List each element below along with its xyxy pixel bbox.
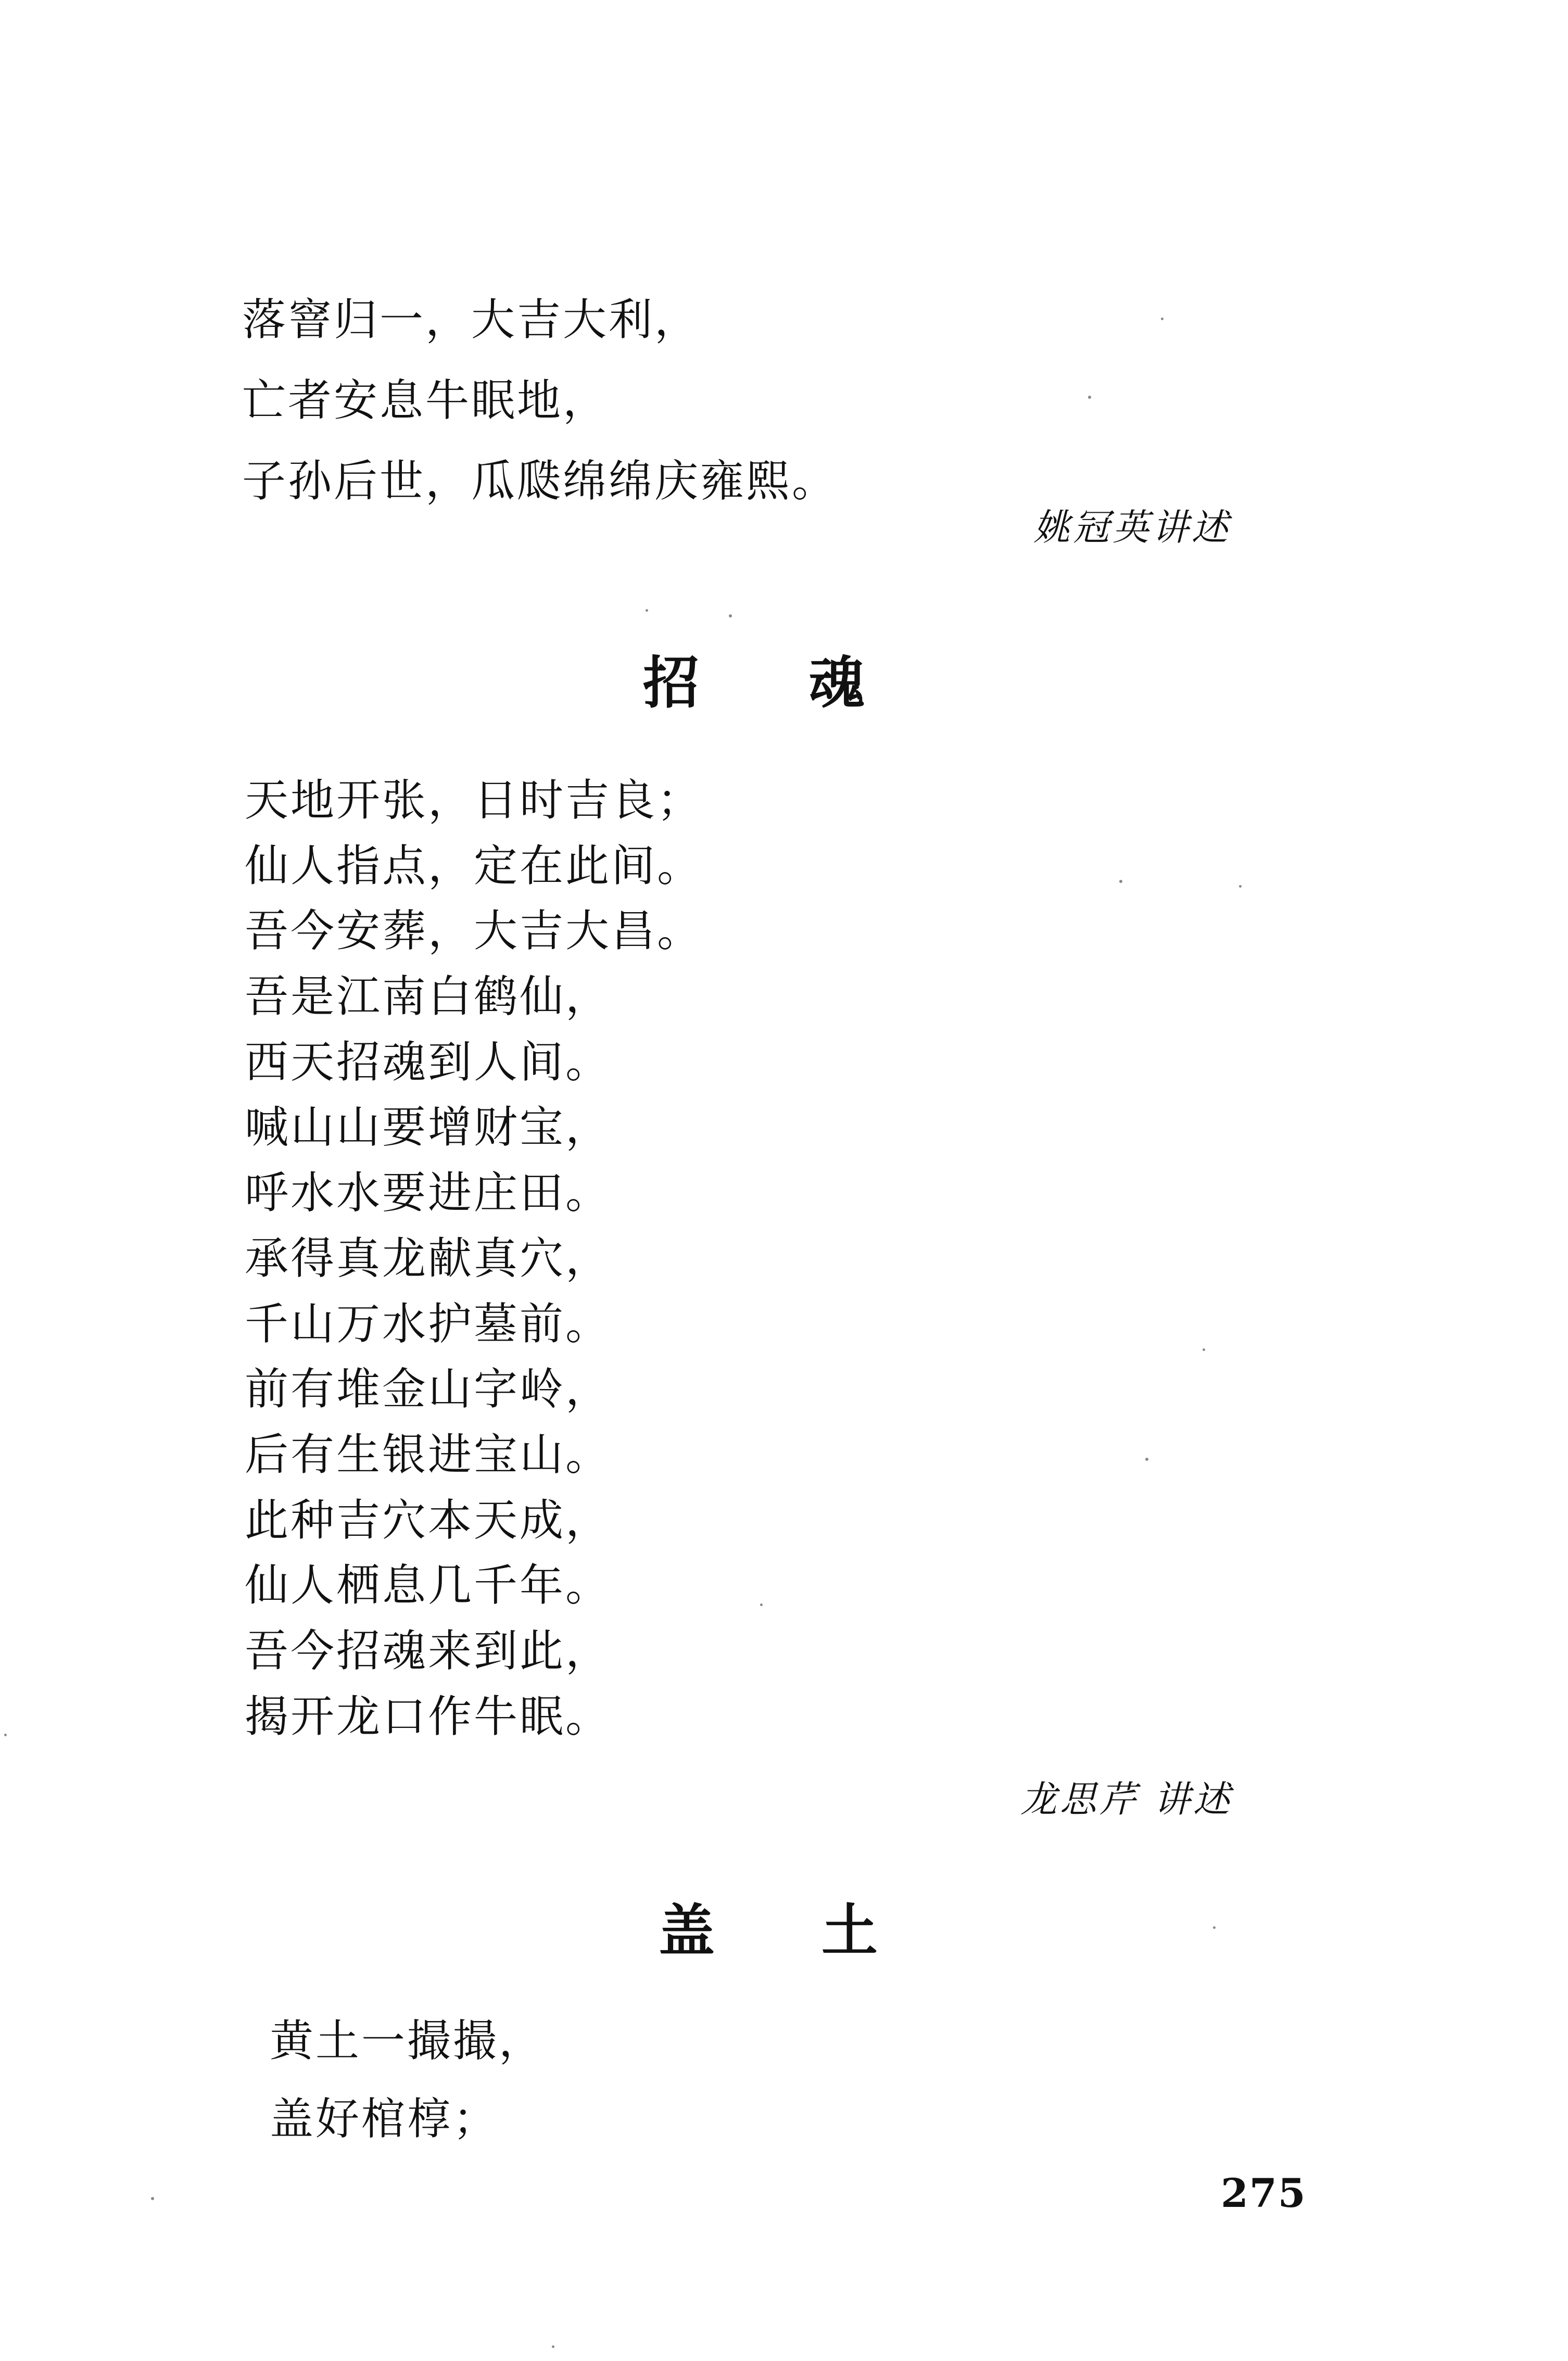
scan-speck — [1119, 880, 1122, 883]
verse-line: 天地开张，日时吉良； — [245, 775, 703, 826]
verse-line: 黄土一撮撮， — [270, 2015, 545, 2066]
verse-line: 仙人栖息几千年。 — [245, 1560, 612, 1611]
section-title-gaitu — [659, 1898, 898, 1965]
attribution-2: 龙思芹 讲述 — [1020, 1778, 1233, 1821]
scan-speck — [151, 2197, 154, 2200]
scan-speck — [1161, 318, 1164, 320]
verse-line: 千山万水护墓前。 — [245, 1298, 612, 1349]
verse-line: 落窨归一，大吉大利， — [242, 294, 701, 345]
verse-line: 承得真龙献真穴， — [245, 1232, 612, 1284]
verse-line: 吾是江南白鹤仙， — [245, 971, 612, 1022]
verse-line: 亡者安息牛眠地， — [242, 375, 609, 426]
scan-speck — [1203, 1348, 1205, 1351]
verse-line: 此种吉穴本天成， — [245, 1494, 612, 1546]
scan-speck — [1239, 885, 1242, 888]
scan-speck — [646, 609, 648, 612]
verse-line: 呼水水要进庄田。 — [245, 1167, 612, 1219]
verse-line: 子孙后世，瓜瓞绵绵庆雍熙。 — [242, 456, 838, 507]
verse-line: 前有堆金山字岭， — [245, 1363, 612, 1415]
title-char: 招 — [643, 650, 700, 716]
title-char: 盖 — [659, 1898, 715, 1964]
page-number: 275 — [1221, 2170, 1307, 2216]
scan-speck — [1088, 396, 1091, 399]
verse-line: 揭开龙口作牛眠。 — [245, 1690, 612, 1742]
scan-speck — [760, 1604, 763, 1606]
verse-line: 吾今招魂来到此， — [245, 1625, 612, 1676]
scan-speck — [1213, 1926, 1216, 1929]
scan-speck — [552, 2345, 554, 2348]
title-char: 魂 — [808, 650, 865, 716]
section-title-zhaohun — [643, 650, 882, 717]
verse-section-1 — [242, 294, 838, 540]
scan-speck — [1145, 1458, 1148, 1461]
verse-line: 喊山山要增财宝， — [245, 1102, 612, 1153]
verse-line: 吾今安葬，大吉大昌。 — [245, 905, 703, 957]
title-char: 土 — [821, 1898, 878, 1964]
verse-line: 后有生银进宝山。 — [245, 1429, 612, 1480]
verse-line: 盖好棺椁； — [270, 2093, 499, 2144]
attribution-1: 姚冠英讲述 — [1033, 506, 1231, 549]
verse-line: 西天招魂到人间。 — [245, 1036, 612, 1088]
scan-speck — [4, 1734, 7, 1736]
scan-speck — [729, 614, 732, 617]
verse-section-3 — [270, 2015, 545, 2175]
verse-line: 仙人指点，定在此间。 — [245, 840, 703, 891]
verse-section-2 — [245, 775, 703, 1760]
